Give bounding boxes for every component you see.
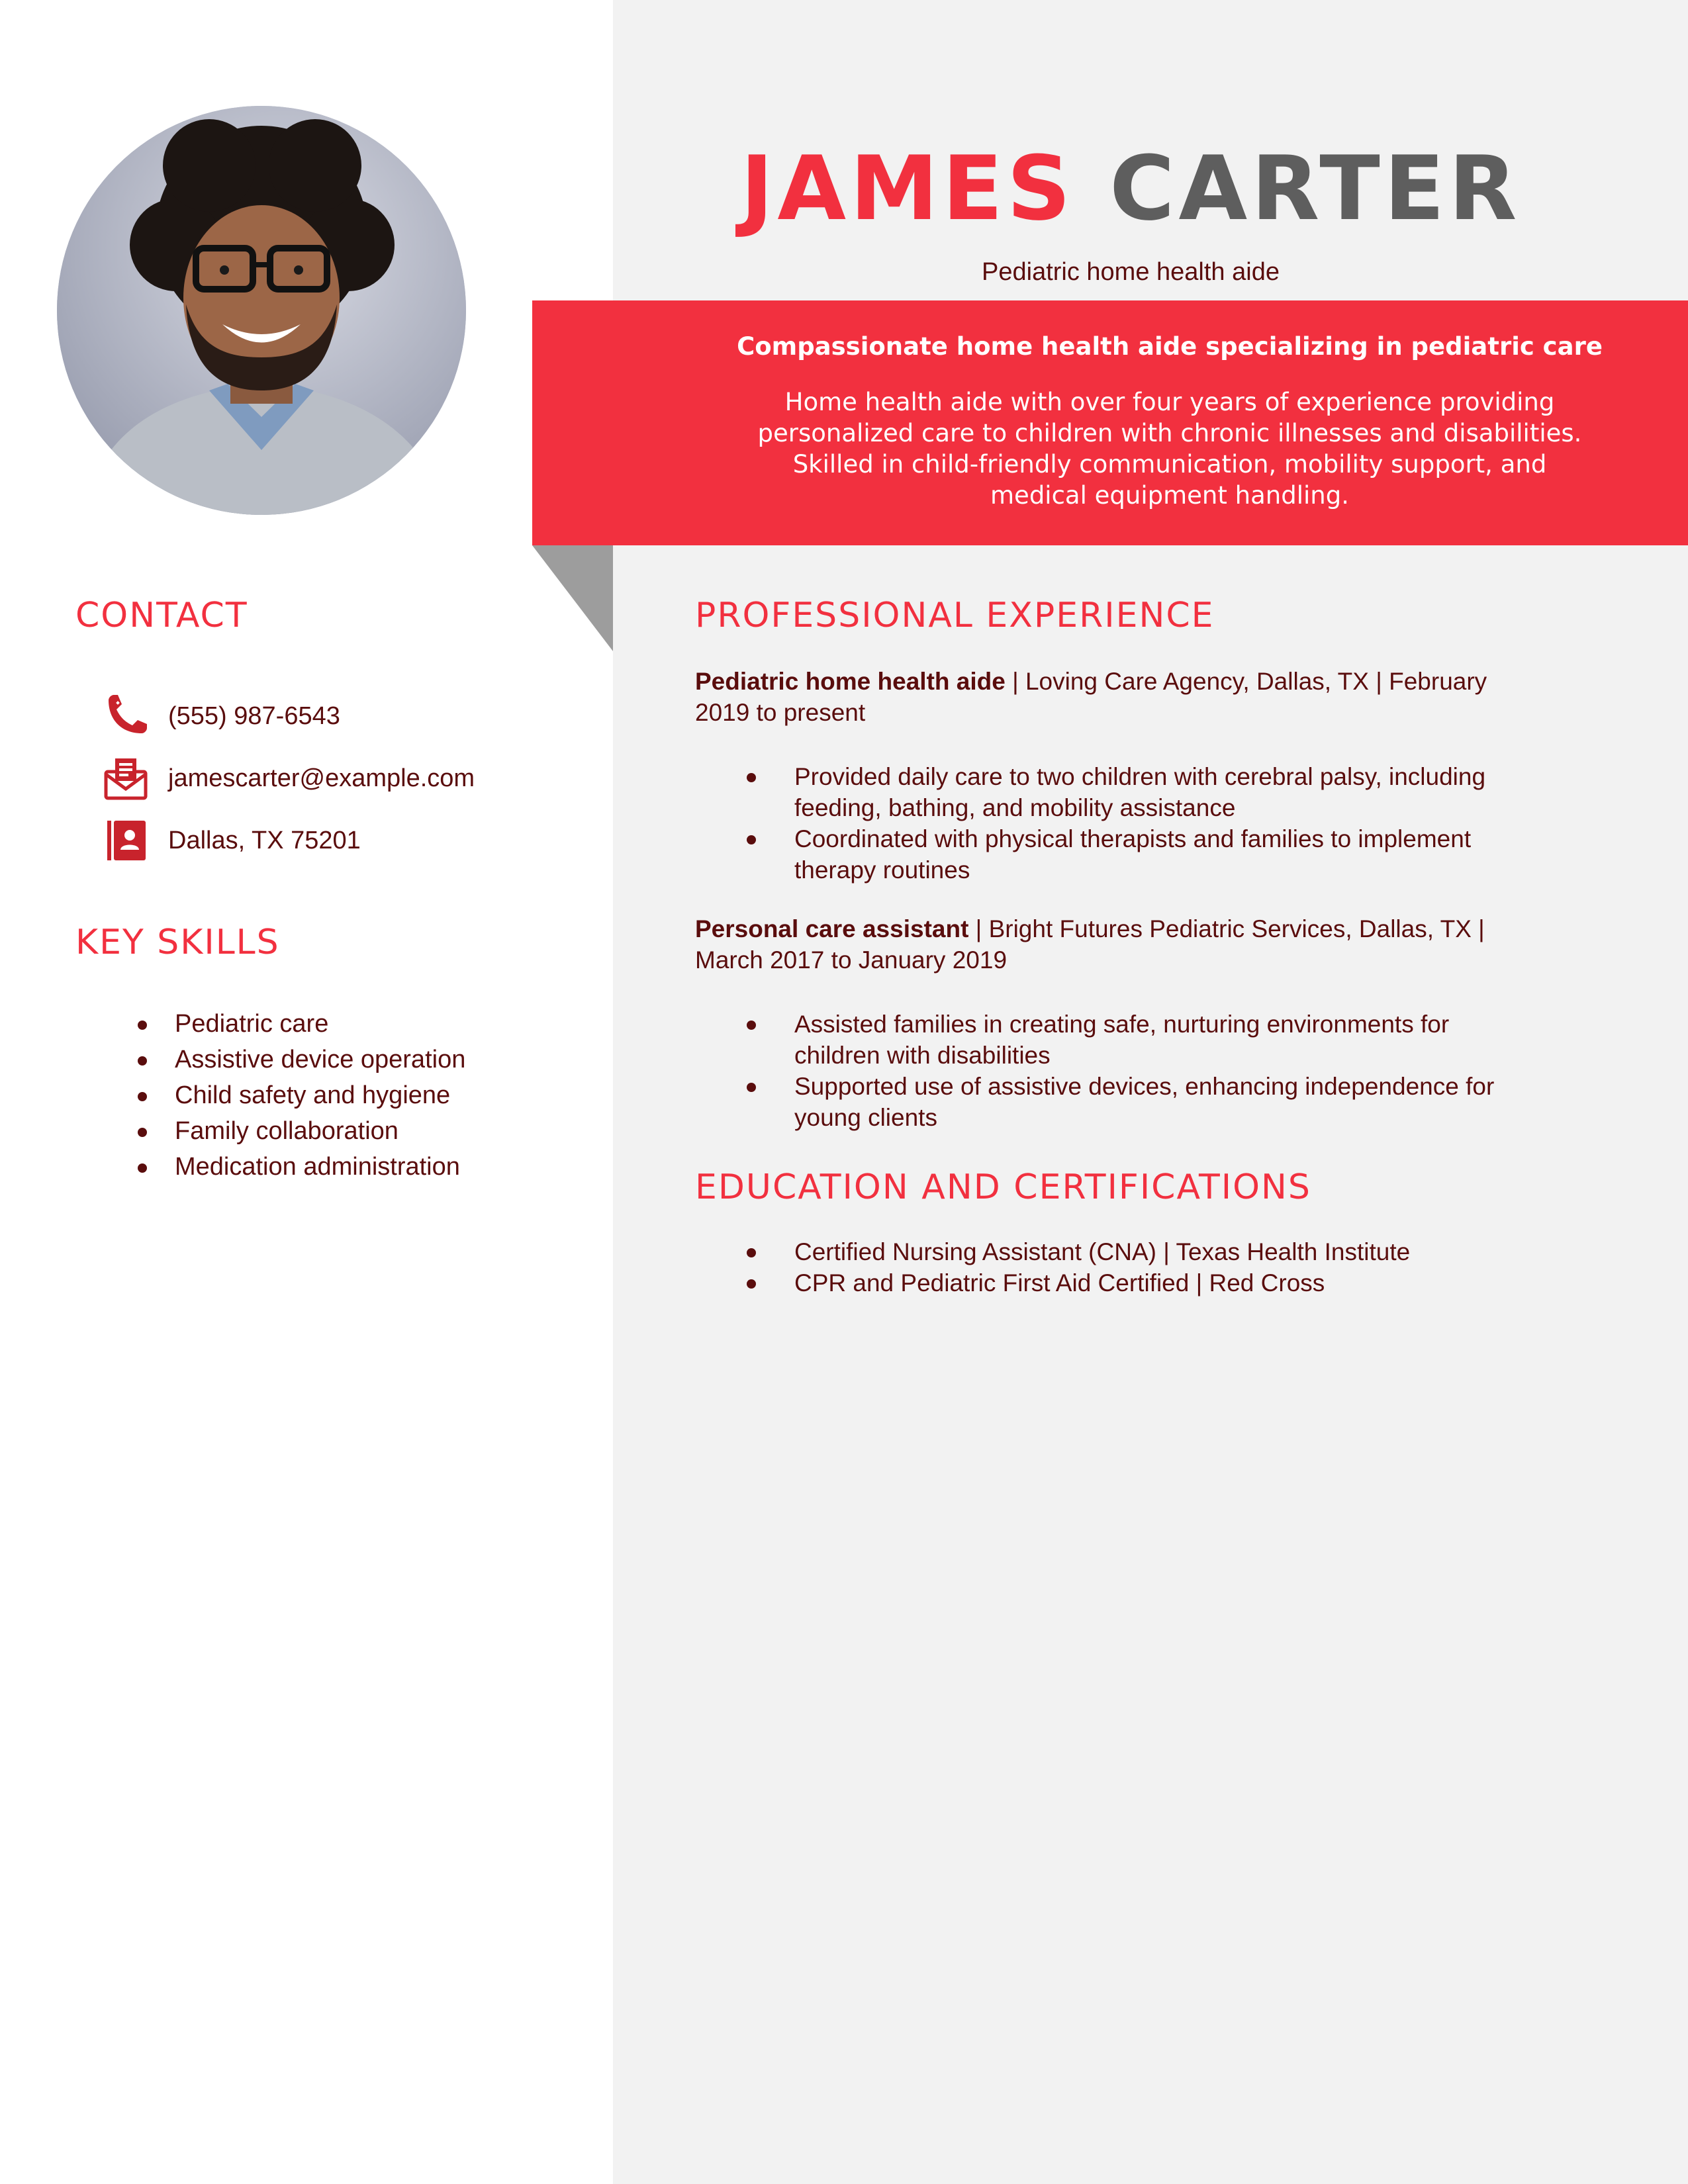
summary-line: Skilled in child-friendly communication, mobility support, and [792, 450, 1547, 478]
skill-item: Pediatric care [132, 1006, 465, 1042]
email-address: jamescarter@example.com [168, 764, 475, 792]
address-book-icon [102, 817, 150, 864]
job-title: Pediatric home health aide [982, 258, 1280, 286]
job-bullets [740, 1009, 1541, 1133]
summary-banner [532, 300, 1688, 545]
contact-heading: CONTACT [75, 596, 248, 635]
summary-line: medical equipment handling. [990, 481, 1349, 510]
job-role: Pediatric home health aide [695, 668, 1006, 695]
profile-photo [57, 106, 466, 515]
last-name: CARTER [1109, 137, 1521, 240]
contact-location [102, 814, 361, 867]
first-name: JAMES [740, 137, 1075, 240]
skills-heading: KEY SKILLS [75, 923, 280, 962]
experience-heading: PROFESSIONAL EXPERIENCE [695, 596, 1215, 635]
job-bullet: Supported use of assistive devices, enhancing independence for young clients [740, 1071, 1541, 1133]
education-list [740, 1236, 1541, 1298]
job-details: | Bright Futures Pediatric Services, Dallas, TX | [968, 915, 1485, 942]
summary-headline: Compassionate home health aide specializing in pediatric care [737, 332, 1603, 361]
job-role: Personal care assistant [695, 915, 969, 942]
job-bullet: Provided daily care to two children with cerebral palsy, including feeding, bathing, and mobility assistance [740, 761, 1541, 823]
profile-photo-illustration [57, 106, 466, 515]
banner-fold-shadow [532, 545, 613, 651]
job-dates: 2019 to present [695, 699, 866, 726]
summary-line: Home health aide with over four years of experience providing [784, 388, 1555, 416]
skills-list [132, 1006, 465, 1185]
job-bullet: Assisted families in creating safe, nurturing environments for children with disabilities [740, 1009, 1541, 1071]
education-item: Certified Nursing Assistant (CNA) | Texas Health Institute [740, 1236, 1541, 1267]
phone-number: (555) 987-6543 [168, 702, 340, 730]
location: Dallas, TX 75201 [168, 826, 361, 854]
job-bullet: Coordinated with physical therapists and families to implement therapy routines [740, 823, 1541, 886]
skill-item: Child safety and hygiene [132, 1077, 465, 1113]
job-entry-header [695, 666, 1516, 728]
contact-phone [102, 690, 340, 743]
email-icon [102, 754, 150, 802]
job-dates: March 2017 to January 2019 [695, 946, 1008, 974]
contact-email [102, 752, 475, 805]
education-heading: EDUCATION AND CERTIFICATIONS [695, 1167, 1311, 1207]
skill-item: Assistive device operation [132, 1042, 465, 1077]
phone-icon [102, 692, 150, 740]
skill-item: Family collaboration [132, 1113, 465, 1149]
job-bullets [740, 761, 1541, 886]
candidate-name [613, 132, 1648, 245]
skill-item: Medication administration [132, 1149, 465, 1185]
summary-line: personalized care to children with chronic illnesses and disabilities. [757, 419, 1582, 447]
job-details: | Loving Care Agency, Dallas, TX | February [1005, 668, 1487, 695]
education-item: CPR and Pediatric First Aid Certified | Red Cross [740, 1267, 1541, 1298]
job-entry-header [695, 913, 1516, 976]
summary-text [532, 387, 1688, 511]
